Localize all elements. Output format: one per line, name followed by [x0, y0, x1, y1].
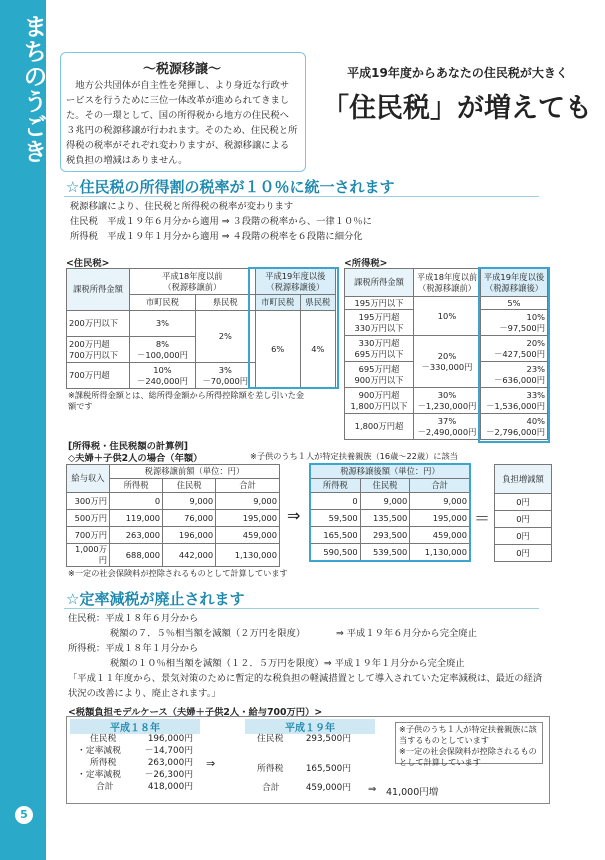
table-row: 200万円超 700万円以下 — [67, 337, 130, 363]
model-notes-box — [395, 722, 543, 767]
calc-cell: 442,000 — [163, 544, 216, 567]
model-year-19: 平成１９年 — [245, 719, 375, 734]
table-row: 200万円以下 — [67, 311, 130, 337]
calc-before-table — [66, 464, 280, 567]
section2-rule — [64, 608, 539, 609]
model-note-2: ※一定の社会保険料が控除されるものとして計算しています — [399, 746, 537, 767]
model-label: 所得税 — [90, 758, 117, 768]
calc-col-total-after: 合計 — [410, 479, 470, 493]
section2-quote: 「平成１１年度から、景気対策のために暫定的な税負担の軽減措置として導入されていた定率減税は、最近の経済状況の改善により、廃止されます。」 — [68, 673, 543, 699]
calc-cell: 590,500 — [311, 544, 361, 561]
calc-cell: 9,000 — [216, 493, 280, 510]
sidebar-title: まちのうごき — [19, 14, 47, 164]
calc-cell: 459,000 — [410, 527, 470, 544]
calc-col-income: 給与収入 — [67, 465, 110, 493]
model-result-arrow: ⇒ — [368, 784, 377, 795]
juminzei-col-pref: 県民税 — [195, 295, 255, 311]
calc-col-total: 合計 — [216, 479, 280, 493]
juminzei-col-city: 市町民税 — [130, 295, 196, 311]
model-label: 合計 — [262, 783, 280, 793]
headline-main: 「住民税」が増えても — [322, 93, 592, 124]
model-left-table — [76, 733, 194, 793]
model-label: 住民税 — [90, 734, 117, 744]
model-arrow: ⇒ — [206, 757, 216, 770]
shotokuzei-col-after: 平成19年度以後 （税源移譲後） — [481, 269, 548, 297]
table-row: 700万円 — [67, 527, 110, 544]
table-row: 1,000万円 — [67, 544, 110, 567]
calc-after-frame — [309, 463, 471, 562]
calc-cell: 1,130,000 — [216, 544, 280, 567]
model-year-18: 平成１８年 — [70, 719, 200, 734]
calc-col-jumin: 住民税 — [163, 479, 216, 493]
juminzei-cell: 6% — [255, 311, 300, 389]
calc-arrow: ⇒ — [287, 506, 301, 525]
calc-change-cell: 0円 — [495, 511, 552, 528]
table-row: 195万円超 330万円以下 — [345, 310, 414, 336]
calc-cell: 0 — [311, 493, 361, 510]
model-value: 293,500円 — [305, 734, 351, 744]
calc-col-change: 負担増減額 — [495, 465, 552, 494]
juminzei-col-city-after: 市町民税 — [255, 295, 300, 311]
model-value: 165,500円 — [305, 764, 351, 774]
calc-change-table — [494, 464, 552, 562]
shotokuzei-cell: 23% －636,000円 — [481, 362, 548, 388]
table-row: 330万円超 695万円以下 — [345, 336, 414, 362]
calc-cell: 9,000 — [410, 493, 470, 510]
calc-case: ◇夫婦＋子供2人の場合（年額） — [68, 453, 203, 464]
model-label: 所得税 — [257, 764, 284, 774]
section2-line-2: 税額の７．５％相当額を減額（２万円を限度） — [110, 628, 306, 639]
juminzei-cell: 3% — [130, 311, 196, 337]
table-row: 1,800万円超 — [345, 414, 414, 440]
shotokuzei-cell: 30% －1,230,000円 — [414, 388, 481, 414]
section1-line-3: 所得税 平成１９年１月分から適用 ⇒ ４段階の税率を６段階に細分化 — [70, 231, 363, 242]
calc-cell: 195,000 — [216, 510, 280, 527]
section2-line-3: 所得税：平成１８年１月分から — [68, 643, 199, 654]
calc-col-shotoku-after: 所得税 — [311, 479, 361, 493]
shotokuzei-col-income: 課税所得金額 — [345, 269, 414, 297]
juminzei-cell: 8% －100,000円 — [130, 337, 196, 363]
shotokuzei-cell: 20% －330,000円 — [414, 336, 481, 388]
juminzei-cell: 2% — [195, 311, 255, 363]
section2-line-1: 住民税：平成１８年６月分から — [68, 613, 199, 624]
juminzei-after-frame — [248, 267, 339, 389]
model-label: ・定率減税 — [77, 770, 121, 780]
model-label: ・定率減税 — [77, 746, 121, 756]
table-row: 300万円 — [67, 493, 110, 510]
section1-line-2: 住民税 平成１９年６月分から適用 ⇒ ３段階の税率から、一律１０％に — [70, 216, 372, 227]
juminzei-col-after: 平成19年度以後 （税源移譲後） — [255, 269, 335, 295]
calc-title: [所得税・住民税額の計算例] — [68, 441, 189, 452]
table-row: 500万円 — [67, 510, 110, 527]
shotokuzei-cell: 40% －2,796,000円 — [481, 414, 548, 440]
juminzei-col-pref-after: 県民税 — [300, 295, 335, 311]
calc-cell: 119,000 — [110, 510, 163, 527]
calc-cell: 263,000 — [110, 527, 163, 544]
juminzei-note: ※課税所得金額とは、総所得金額から所得控除額を差し引いた金額です — [68, 390, 305, 411]
calc-equals: ＝ — [474, 509, 491, 528]
shotokuzei-after-frame — [478, 267, 550, 443]
calc-cell: 9,000 — [360, 493, 410, 510]
shotokuzei-cell: 10% — [414, 297, 481, 336]
section2-title: ☆定率減税が廃止されます — [66, 590, 245, 608]
juminzei-col-income: 課税所得金額 — [67, 269, 130, 311]
page-number: 5 — [15, 806, 33, 824]
calc-cell: 135,500 — [360, 510, 410, 527]
table-row: 195万円以下 — [345, 297, 414, 310]
model-label: 住民税 — [257, 734, 284, 744]
calc-note: ※一定の社会保険料が控除されるものとして計算しています — [68, 568, 288, 578]
calc-cell: 9,000 — [163, 493, 216, 510]
calc-case-note: ※子供のうち１人が特定扶養親族（16歳～22歳）に該当 — [250, 451, 458, 461]
juminzei-cell: 4% — [300, 311, 335, 389]
calc-cell: 0 — [110, 493, 163, 510]
shotokuzei-cell: 33% －1,536,000円 — [481, 388, 548, 414]
juminzei-label: <住民税> — [66, 258, 110, 269]
model-value: －14,700円 — [144, 746, 193, 756]
juminzei-col-before: 平成18年度以前 （税源移譲前） — [130, 269, 256, 295]
model-result: 41,000円増 — [386, 787, 439, 798]
calc-change-cell: 0円 — [495, 545, 552, 562]
shotokuzei-col-before: 平成18年度以前 （税源移譲前） — [414, 269, 481, 297]
calc-cell: 688,000 — [110, 544, 163, 567]
calc-cell: 59,500 — [311, 510, 361, 527]
calc-cell: 293,500 — [360, 527, 410, 544]
section2-line-4: 税額の１０％相当額を減額（１２．５万円を限度）⇒ 平成１９年１月分から完全廃止 — [110, 658, 465, 669]
intro-body: 地方公共団体が自主性を発揮し、より身近な行政サービスを行うために三位一体改革が進められてきました。その一環として、国の所得税から地方の住民税へ３兆円の税源移譲が行われます。そのため、住民税と所得税の税率がそれぞれ変わりますが、税源移譲による税負担の増減はありません。 — [66, 80, 298, 166]
shotokuzei-cell: 20% －427,500円 — [481, 336, 548, 362]
model-value: －26,300円 — [144, 770, 193, 780]
shotokuzei-cell: 37% －2,490,000円 — [414, 414, 481, 440]
calc-after-head: 税源移譲後額（単位：円） — [311, 465, 470, 479]
model-label: 合計 — [96, 782, 114, 792]
intro-heading: ～税源移譲～ — [142, 62, 221, 77]
calc-before-head: 税源移譲前額（単位：円） — [110, 465, 280, 479]
calc-cell: 459,000 — [216, 527, 280, 544]
model-value: 459,000円 — [305, 783, 351, 793]
table-row: 695万円超 900万円以下 — [345, 362, 414, 388]
calc-cell: 165,500 — [311, 527, 361, 544]
calc-change-cell: 0円 — [495, 494, 552, 511]
model-title: <税額負担モデルケース（夫婦＋子供2人・給与700万円）> — [68, 707, 323, 718]
calc-cell: 1,130,000 — [410, 544, 470, 561]
calc-cell: 196,000 — [163, 527, 216, 544]
model-value: 196,000円 — [147, 734, 193, 744]
model-right-table — [256, 733, 352, 795]
model-value: 263,000円 — [147, 758, 193, 768]
table-row: 900万円超 1,800万円以下 — [345, 388, 414, 414]
calc-col-jumin-after: 住民税 — [360, 479, 410, 493]
model-note-1: ※子供のうち１人が特定扶養親族に該当するものとしています — [399, 724, 537, 745]
calc-cell: 539,500 — [360, 544, 410, 561]
table-row: 700万円超 — [67, 363, 130, 389]
calc-cell: 195,000 — [410, 510, 470, 527]
calc-cell: 76,000 — [163, 510, 216, 527]
juminzei-cell: 3% －70,000円 — [195, 363, 255, 389]
headline-sub: 平成19年度からあなたの住民税が大きく — [347, 66, 568, 80]
section1-title: ☆住民税の所得割の税率が１０％に統一されます — [66, 178, 395, 196]
section1-rule — [64, 196, 539, 197]
calc-col-shotoku: 所得税 — [110, 479, 163, 493]
shotokuzei-cell: 5% — [481, 297, 548, 310]
section1-line-1: 税源移譲により、住民税と所得税の税率が変わります — [70, 201, 294, 212]
shotokuzei-label: <所得税> — [344, 258, 388, 269]
shotokuzei-cell: 10% －97,500円 — [481, 310, 548, 336]
section2-line-2b: ⇒ 平成１９年６月分から完全廃止 — [336, 628, 477, 639]
model-value: 418,000円 — [147, 782, 193, 792]
calc-change-cell: 0円 — [495, 528, 552, 545]
juminzei-cell: 10% －240,000円 — [130, 363, 196, 389]
